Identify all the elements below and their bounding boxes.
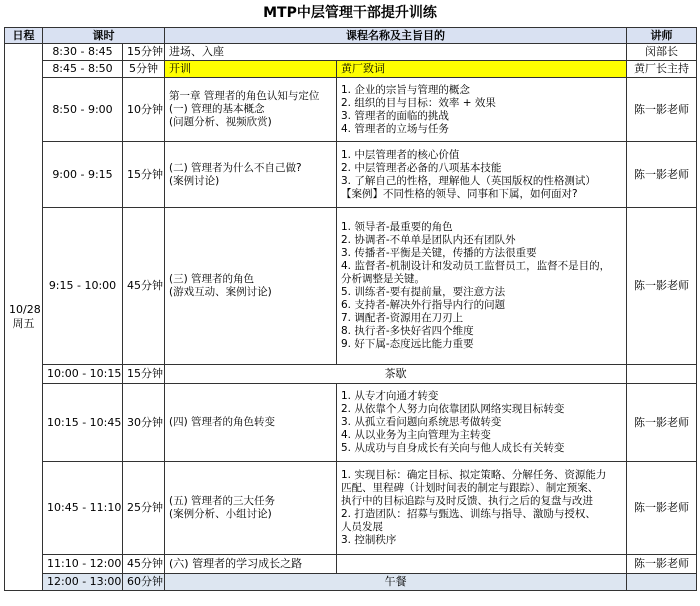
teacher-cell [627,574,697,591]
point-line: 4. 从以业务为主向管理为主转变 [341,429,491,441]
date-day: 10/28 [9,303,41,316]
teacher-cell: 闵部长 [627,44,697,61]
point-line: 2. 协调者-不单单是团队内还有团队外 [341,234,516,246]
date-weekday: 周五 [12,317,35,330]
duration-cell: 25分钟 [123,462,165,555]
point-line: 9. 好下属-态度远比能力重要 [341,338,474,350]
duration-cell: 45分钟 [123,555,165,574]
point-line: 1. 从专才向通才转变 [341,390,439,402]
topic-cell [165,142,337,208]
point-line: 2. 组织的目与目标：效率 + 效果 [341,96,496,109]
point-line: 人员发展 [341,521,383,533]
teacher-cell: 陈一影老师 [627,555,697,574]
header-time: 课时 [43,28,165,44]
points-cell [337,142,627,208]
topic-line: (二) 管理者为什么不自己做? [169,161,302,174]
point-line: 1. 企业的宗旨与管理的概念 [341,83,470,96]
points-cell [337,555,627,574]
topic-cell: 茶歇 [165,365,627,384]
time-cell: 10:15 - 10:45 [43,384,123,462]
duration-cell: 15分钟 [123,365,165,384]
header-course: 课程名称及主旨目的 [165,28,627,44]
points-cell [337,462,627,555]
time-cell: 8:45 - 8:50 [43,61,123,78]
topic-cell [165,384,337,462]
topic-cell [165,208,337,365]
topic-cell: 进场、入座 [165,44,627,61]
teacher-cell: 黄厂长主持 [627,61,697,78]
time-cell: 9:00 - 9:15 [43,142,123,208]
date-cell [5,44,43,591]
point-line: 3. 管理者的面临的挑战 [341,109,449,122]
table-row [5,462,697,555]
point-line: 1. 领导者-最重要的角色 [341,221,453,233]
point-line: 3. 从孤立看问题向系统思考做转变 [341,416,502,428]
point-line: 分析调整是关键。 [341,273,425,285]
time-cell: 9:15 - 10:00 [43,208,123,365]
topic-line: (问题分析、视频欣赏) [169,116,272,128]
teacher-cell: 陈一影老师 [627,142,697,208]
teacher-cell: 陈一影老师 [627,208,697,365]
topic-line: 第一章 管理者的角色认知与定位 [169,90,320,102]
point-line: 2. 打造团队：招募与甄选、训练与指导、激励与授权、 [341,508,596,520]
duration-cell: 30分钟 [123,384,165,462]
header-row [5,28,697,44]
time-cell: 11:10 - 12:00 [43,555,123,574]
table-row [5,61,697,78]
point-line: 执行中的目标追踪与及时反馈、执行之后的复盘与改进 [341,495,593,507]
duration-cell: 60分钟 [123,574,165,591]
time-cell: 10:00 - 10:15 [43,365,123,384]
topic-cell [165,462,337,555]
topic-cell [165,78,337,142]
time-cell: 8:50 - 9:00 [43,78,123,142]
point-line: 3. 了解自己的性格，理解他人（英国版权的性格测试） [341,174,596,187]
point-line: 2. 从依靠个人努力向依靠团队网络实现目标转变 [341,403,565,415]
point-line: 匹配、里程碑（计划时间表的制定与跟踪）、制定预案、 [341,482,599,494]
time-cell: 8:30 - 8:45 [43,44,123,61]
point-line: 8. 执行者-多快好省四个维度 [341,325,474,337]
teacher-cell [627,365,697,384]
topic-cell: (六) 管理者的学习成长之路 [165,555,337,574]
point-line: 【案例】不同性格的领导、同事和下属，如何面对? [341,187,578,200]
table-row [5,208,697,365]
topic-line: (五) 管理者的三大任务 [169,495,276,507]
topic-cell: 开训 [165,61,337,78]
teacher-cell: 陈一影老师 [627,384,697,462]
points-cell [337,384,627,462]
table-row [5,384,697,462]
duration-cell: 45分钟 [123,208,165,365]
topic-line: (案例分析、小组讨论) [169,508,272,520]
topic-line: (一) 管理的基本概念 [169,103,265,115]
point-line: 3. 控制秩序 [341,534,397,546]
time-cell: 12:00 - 13:00 [43,574,123,591]
topic-cell: 午餐 [165,574,627,591]
duration-cell: 10分钟 [123,78,165,142]
point-line: 5. 训练者-要有提前量，要注意方法 [341,286,506,298]
header-teacher: 讲师 [627,28,697,44]
topic-line: (案例讨论) [169,174,220,187]
teacher-cell: 陈一影老师 [627,462,697,555]
point-line: 1. 实现目标：确定目标、拟定策略、分解任务、资源能力 [341,469,607,481]
point-line: 7. 调配者-资源用在刀刃上 [341,312,464,324]
duration-cell: 15分钟 [123,44,165,61]
detail-cell: 黄厂致词 [337,61,627,78]
table-row [5,78,697,142]
duration-cell: 5分钟 [123,61,165,78]
table-row [5,142,697,208]
topic-line: (四) 管理者的角色转变 [169,416,276,428]
table-row [5,44,697,61]
topic-line: (游戏互动、案例讨论) [169,286,272,298]
point-line: 1. 中层管理者的核心价值 [341,148,460,161]
duration-cell: 15分钟 [123,142,165,208]
point-line: 5. 从成功与自身成长有关向与他人成长有关转变 [341,442,565,454]
point-line: 4. 管理者的立场与任务 [341,122,449,135]
topic-line: (三) 管理者的角色 [169,273,255,285]
time-cell: 10:45 - 11:10 [43,462,123,555]
point-line: 6. 支持者-解决外行指导内行的问题 [341,299,506,311]
page-title: MTP中层管理干部提升训练 [263,5,437,21]
header-date: 日程 [5,28,43,44]
teacher-cell: 陈一影老师 [627,78,697,142]
table-row [5,555,697,574]
point-line: 3. 传播者-平衡是关键，传播的方法很重要 [341,247,537,259]
table-row [5,574,697,591]
point-line: 2. 中层管理者必备的八项基本技能 [341,161,502,174]
table-row [5,365,697,384]
points-cell [337,78,627,142]
schedule-table [4,27,697,591]
points-cell [337,208,627,365]
point-line: 4. 监督者-机制设计和发动员工监督员工，监督不是目的， [341,260,611,272]
